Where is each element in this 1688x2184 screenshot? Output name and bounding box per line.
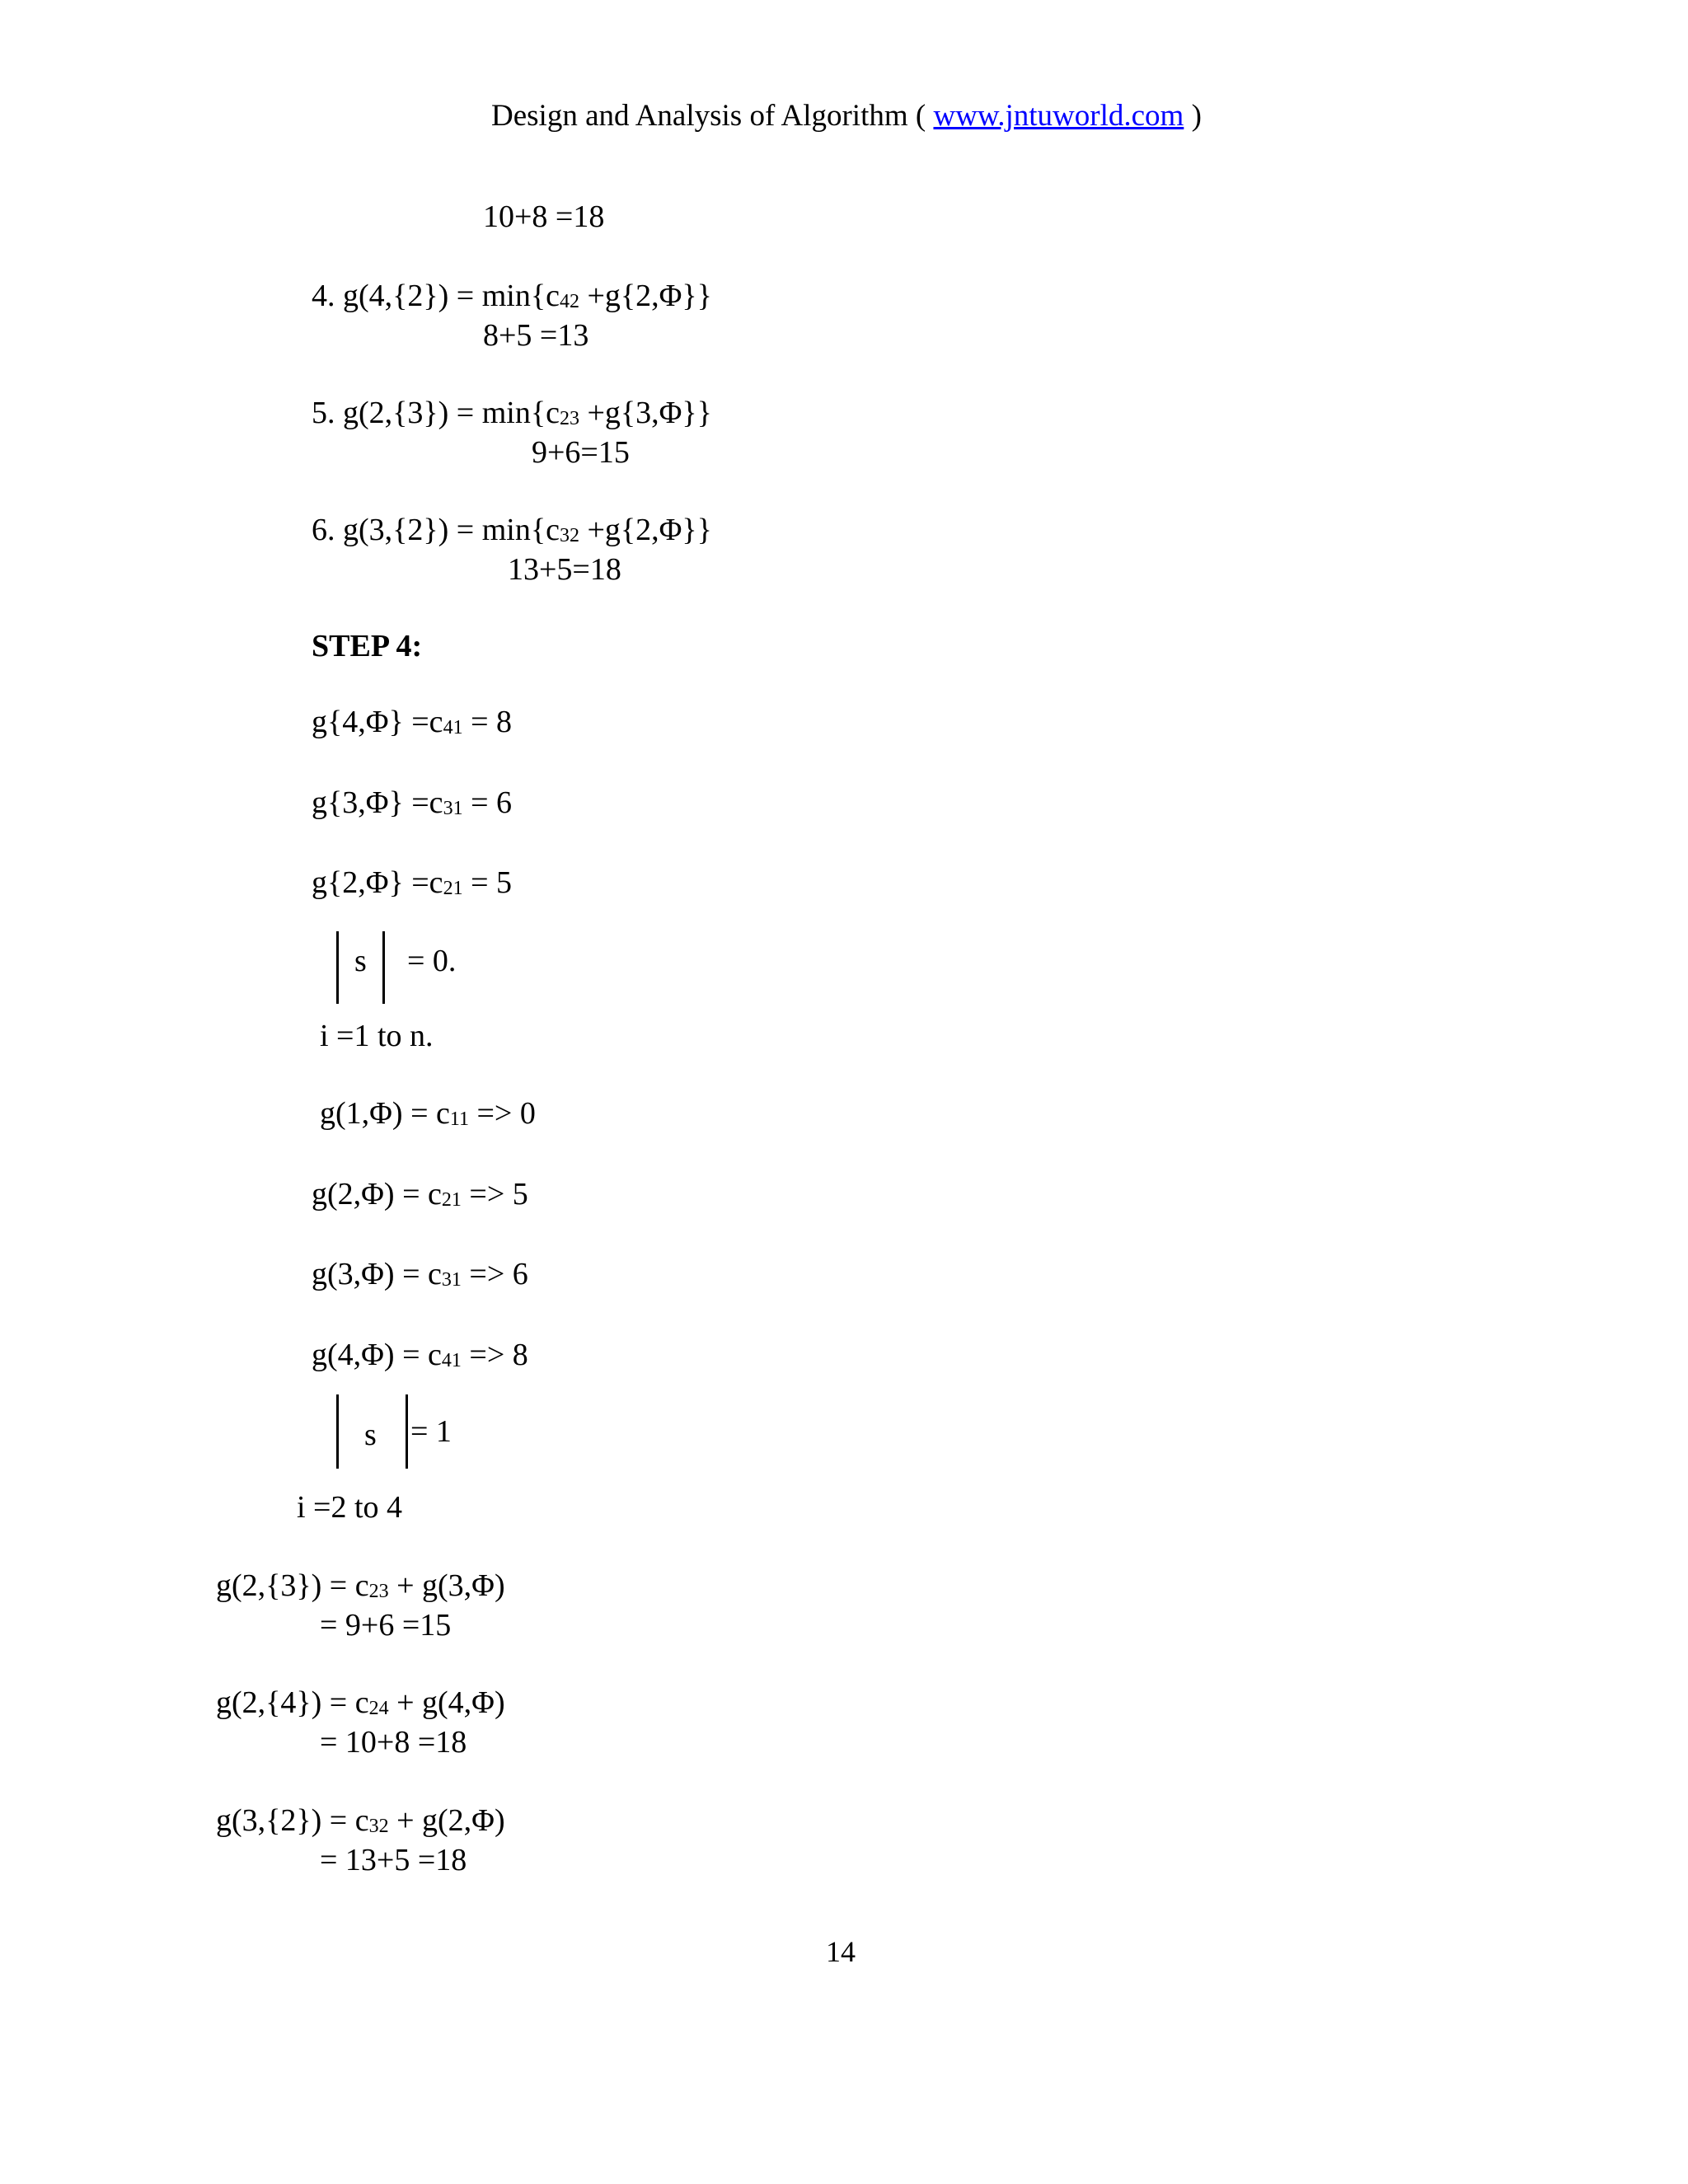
eq-subscript: 23 bbox=[368, 1581, 389, 1602]
eq-text: g(1,Φ) = c bbox=[320, 1096, 450, 1131]
header-link[interactable]: www.jntuworld.com bbox=[933, 99, 1184, 133]
eq-text: => 0 bbox=[469, 1096, 536, 1131]
equation-item-6 bbox=[312, 514, 712, 546]
eq-text: +g{2,Φ}} bbox=[579, 513, 712, 547]
equation-line bbox=[216, 1687, 505, 1718]
equation-line bbox=[320, 1098, 536, 1129]
eq-text: g{4,Φ} =c bbox=[312, 705, 443, 739]
eq-subscript: 24 bbox=[368, 1698, 389, 1719]
eq-text: 4. g(4,{2}) = min{c bbox=[312, 279, 560, 313]
eq-text: g(3,{2}) = c bbox=[216, 1803, 369, 1838]
equation-result: = 9+6 =15 bbox=[320, 1608, 452, 1643]
equation-line bbox=[312, 867, 512, 898]
eq-text: + g(3,Φ) bbox=[388, 1568, 505, 1603]
equation-line bbox=[312, 1258, 528, 1290]
abs-bar-right bbox=[406, 1394, 408, 1469]
range-line: i =2 to 4 bbox=[297, 1490, 403, 1525]
header-close: ) bbox=[1184, 99, 1202, 133]
eq-text: g(4,Φ) = c bbox=[312, 1338, 442, 1372]
eq-subscript: 11 bbox=[449, 1108, 469, 1130]
eq-text: = 8 bbox=[462, 705, 512, 739]
eq-text: g(2,{4}) = c bbox=[216, 1685, 369, 1720]
equation-result: = 10+8 =18 bbox=[320, 1725, 467, 1760]
page-number: 14 bbox=[826, 1935, 856, 1968]
eq-text: 5. g(2,{3}) = min{c bbox=[312, 396, 560, 430]
equation-result: 8+5 =13 bbox=[483, 318, 589, 353]
equation-result: = 13+5 =18 bbox=[320, 1843, 467, 1877]
step-heading: STEP 4: bbox=[312, 629, 423, 663]
eq-text: 6. g(3,{2}) = min{c bbox=[312, 513, 560, 547]
eq-subscript: 41 bbox=[441, 1350, 462, 1371]
equation-line bbox=[312, 706, 512, 738]
eq-text: g{3,Φ} =c bbox=[312, 785, 443, 820]
header-title: Design and Analysis of Algorithm ( bbox=[491, 99, 934, 133]
equation-line bbox=[312, 787, 512, 818]
set-size-value: = 0. bbox=[407, 944, 457, 978]
set-size-value: = 1 bbox=[410, 1414, 452, 1449]
eq-text: + g(4,Φ) bbox=[388, 1685, 505, 1720]
abs-bar-left bbox=[336, 1394, 339, 1469]
equation-line bbox=[216, 1570, 505, 1601]
eq-text: => 5 bbox=[461, 1177, 528, 1212]
equation-line bbox=[312, 1339, 528, 1371]
eq-subscript: 21 bbox=[441, 1189, 462, 1211]
eq-subscript: 32 bbox=[368, 1816, 389, 1837]
eq-subscript: 21 bbox=[443, 878, 463, 899]
eq-subscript: 41 bbox=[443, 717, 463, 738]
eq-subscript: 23 bbox=[559, 408, 579, 429]
abs-bar-right bbox=[382, 931, 385, 1004]
eq-subscript: 42 bbox=[559, 291, 579, 312]
continuation-line: 10+8 =18 bbox=[483, 199, 605, 234]
eq-text: = 6 bbox=[462, 785, 512, 820]
equation-result: 9+6=15 bbox=[532, 435, 630, 470]
abs-bar-left bbox=[336, 931, 339, 1004]
eq-subscript: 31 bbox=[441, 1269, 462, 1291]
equation-item-5 bbox=[312, 397, 712, 429]
eq-subscript: 32 bbox=[559, 525, 579, 546]
eq-text: = 5 bbox=[462, 865, 512, 900]
set-symbol: s bbox=[354, 944, 367, 978]
set-symbol: s bbox=[364, 1418, 377, 1452]
eq-text: +g{3,Φ}} bbox=[579, 396, 712, 430]
eq-text: + g(2,Φ) bbox=[388, 1803, 505, 1838]
eq-text: g(2,Φ) = c bbox=[312, 1177, 442, 1212]
page-header bbox=[491, 101, 1202, 131]
equation-line bbox=[312, 1179, 528, 1210]
equation-line bbox=[216, 1805, 505, 1836]
equation-item-4 bbox=[312, 280, 712, 312]
range-line: i =1 to n. bbox=[320, 1019, 434, 1053]
eq-text: g(3,Φ) = c bbox=[312, 1257, 442, 1291]
eq-text: +g{2,Φ}} bbox=[579, 279, 712, 313]
equation-result: 13+5=18 bbox=[508, 552, 621, 587]
eq-subscript: 31 bbox=[443, 798, 463, 819]
eq-text: => 8 bbox=[461, 1338, 528, 1372]
eq-text: g{2,Φ} =c bbox=[312, 865, 443, 900]
eq-text: g(2,{3}) = c bbox=[216, 1568, 369, 1603]
eq-text: => 6 bbox=[461, 1257, 528, 1291]
